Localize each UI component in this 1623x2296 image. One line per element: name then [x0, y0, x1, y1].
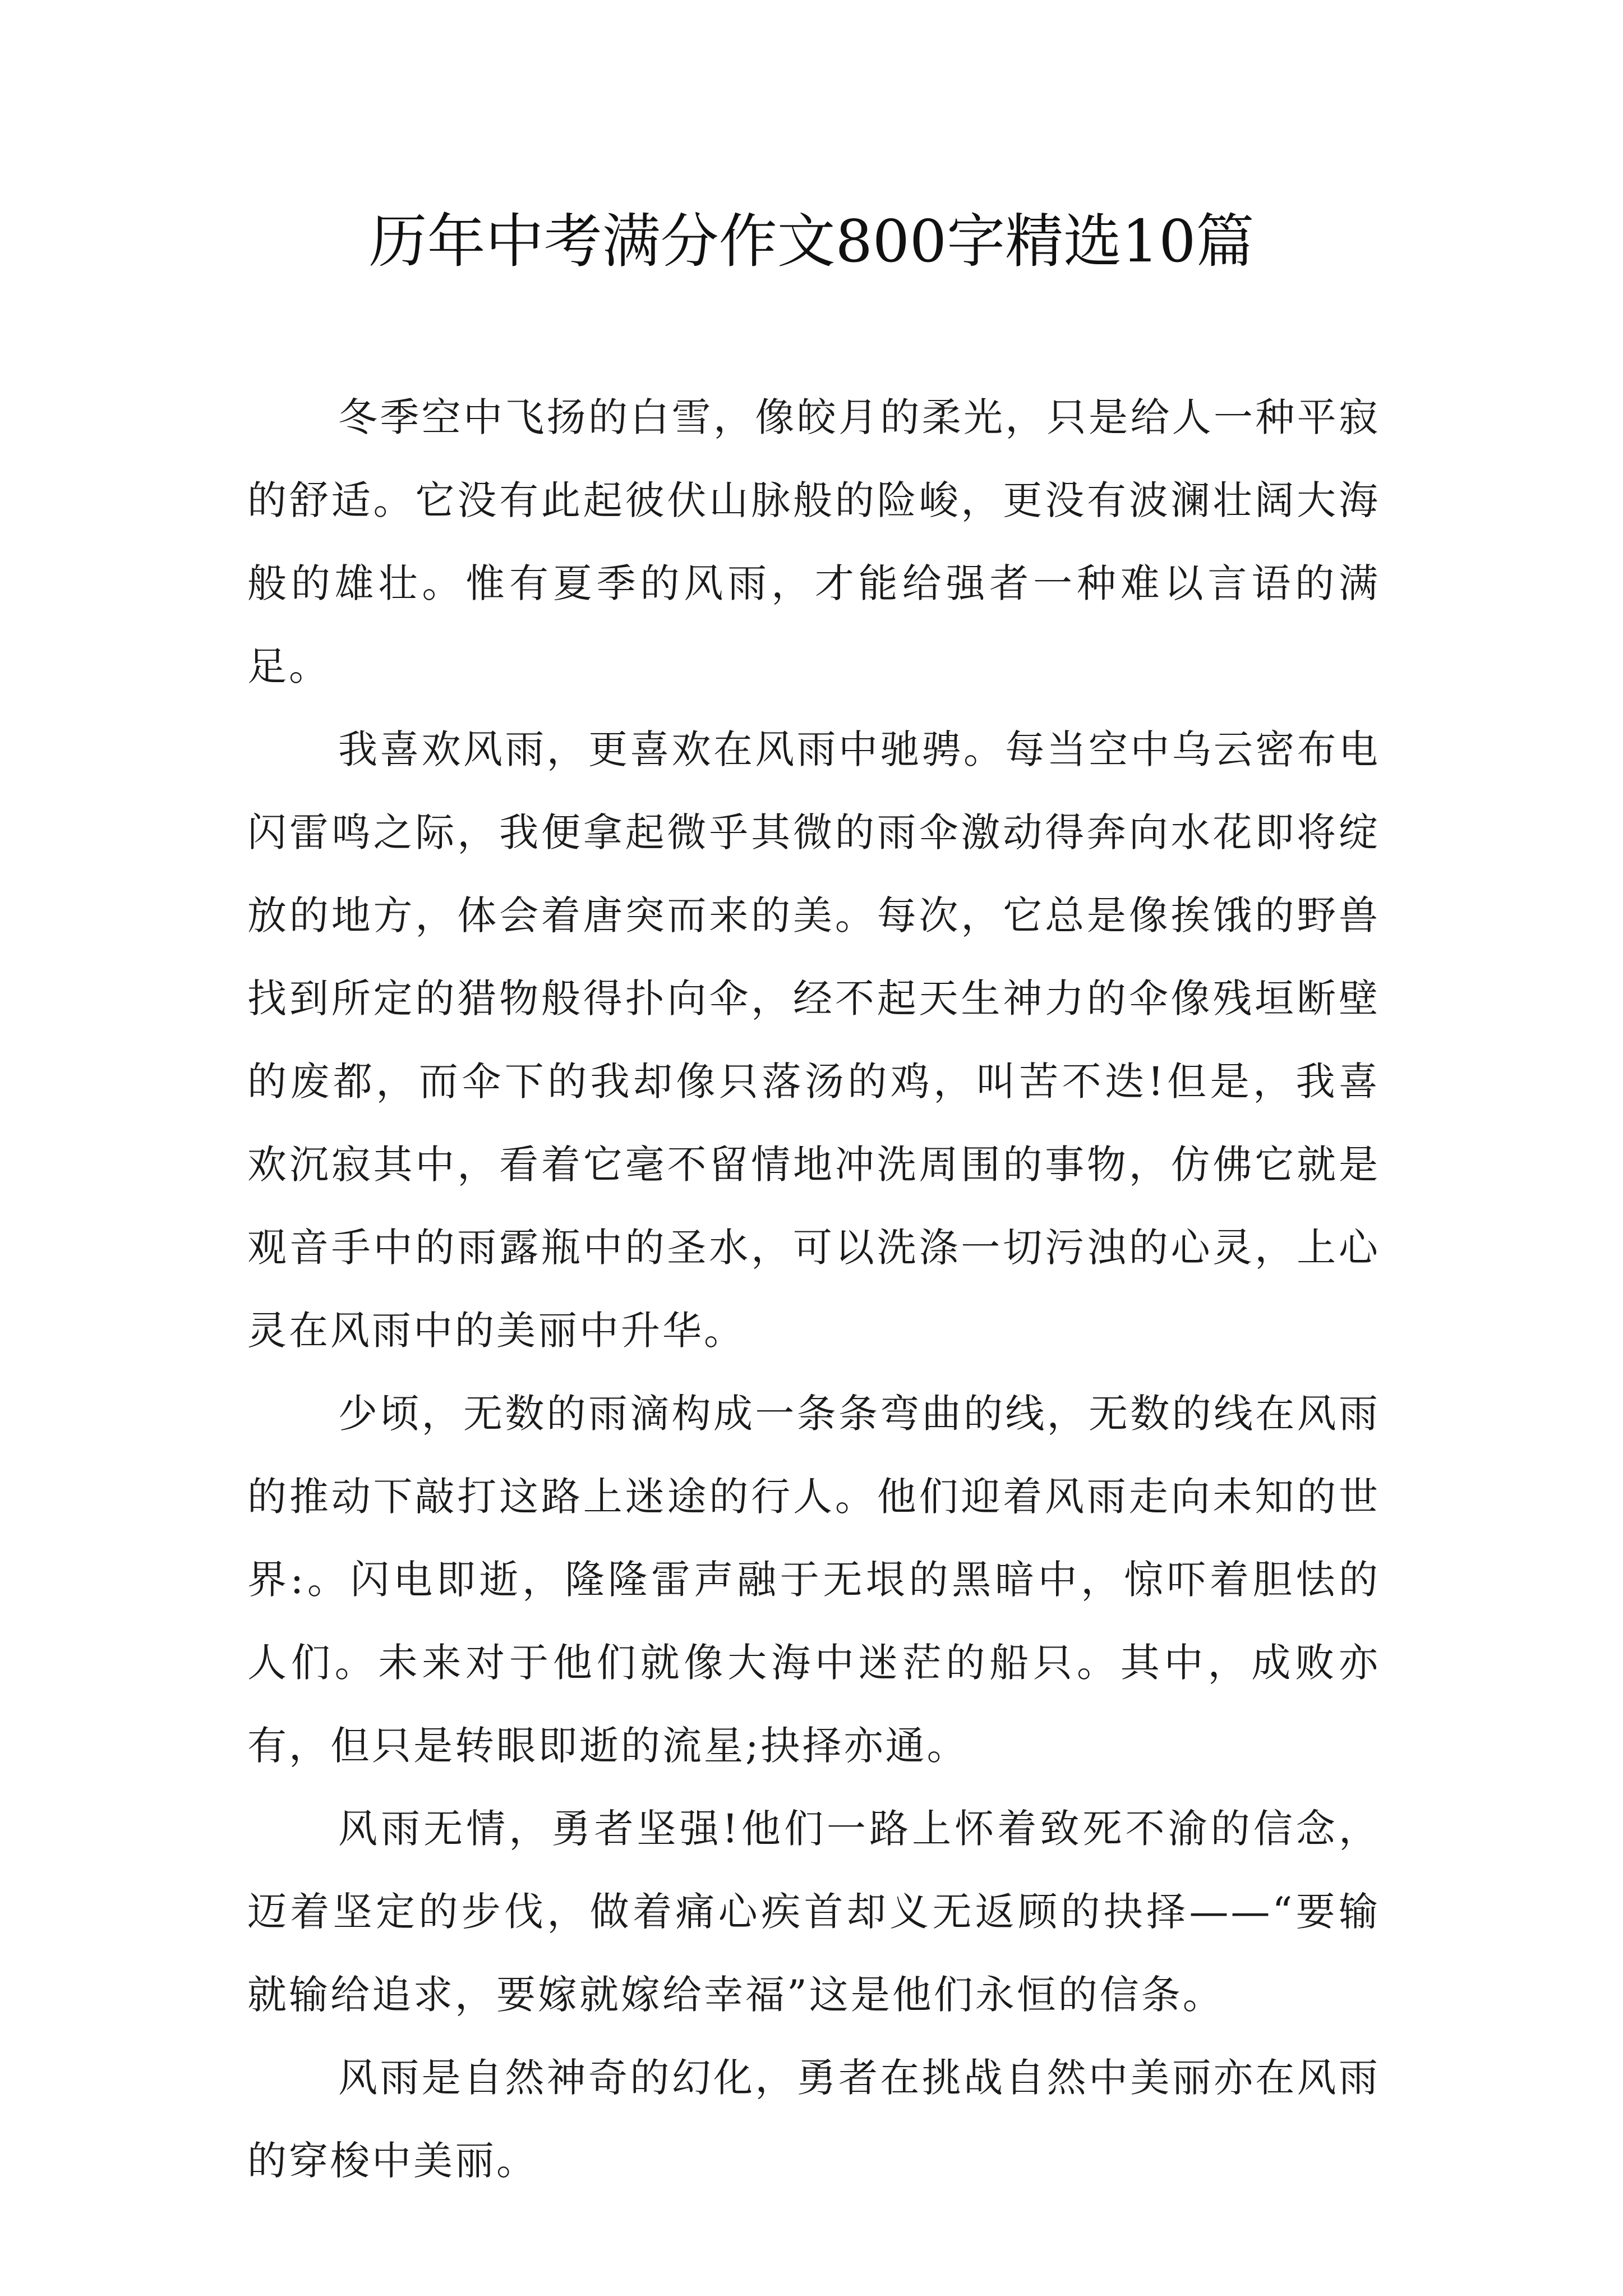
paragraph-1: 冬季空中飞扬的白雪，像皎月的柔光，只是给人一种平寂的舒适。它没有此起彼伏山脉般的险峻，更没有波澜壮阔大海般的雄壮。惟有夏季的风雨，才能给强者一种难以言语的满足。 — [247, 394, 1380, 689]
document-title: 历年中考满分作文800字精选10篇 — [368, 207, 1255, 275]
paragraph-5: 风雨是自然神奇的幻化，勇者在挑战自然中美丽亦在风雨的穿梭中美丽。 — [247, 2055, 1380, 2184]
paragraph-4: 风雨无情，勇者坚强!他们一路上怀着致死不渝的信念，迈着坚定的步伐，做着痛心疾首却义无返顾的抉择——“要输就输给追求，要嫁就嫁给幸福”这是他们永恒的信条。 — [247, 1806, 1380, 2018]
document-body — [247, 376, 1380, 2202]
paragraph-2: 我喜欢风雨，更喜欢在风雨中驰骋。每当空中乌云密布电闪雷鸣之际，我便拿起微乎其微的雨伞激动得奔向水花即将绽放的地方，体会着唐突而来的美。每次，它总是像挨饿的野兽找到所定的猎物般得扑向伞，经不起天生神力的伞像残垣断壁的废都，而伞下的我却像只落汤的鸡，叫苦不迭!但是，我喜欢沉寂其中，看着它毫不留情地冲洗周围的事物，仿佛它就是观音手中的雨露瓶中的圣水，可以洗涤一切污浊的心灵，上心灵在风雨中的美丽中升华。 — [247, 726, 1380, 1354]
paragraph-3: 少顷，无数的雨滴构成一条条弯曲的线，无数的线在风雨的推动下敲打这路上迷途的行人。他们迎着风雨走向未知的世界:。闪电即逝，隆隆雷声融于无垠的黑暗中，惊吓着胆怯的人们。未来对于他们就像大海中迷茫的船只。其中，成败亦有，但只是转眼即逝的流星;抉择亦通。 — [247, 1391, 1380, 1769]
